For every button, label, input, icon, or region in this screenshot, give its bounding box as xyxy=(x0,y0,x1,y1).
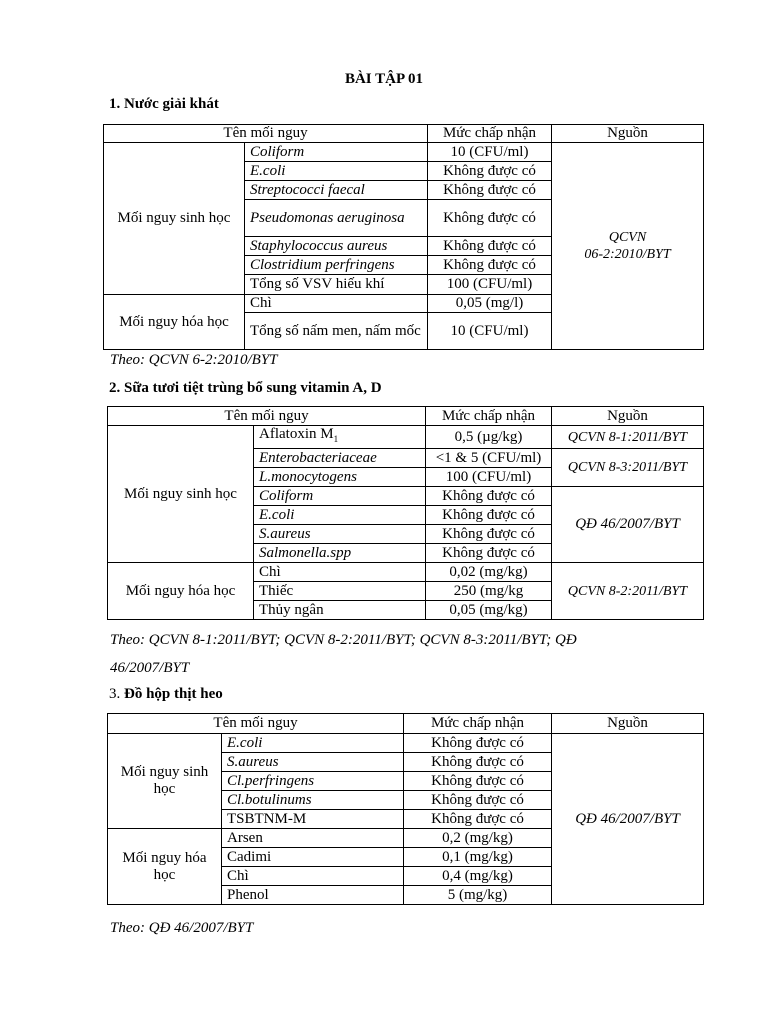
hazard-level: 0,1 (mg/kg) xyxy=(404,848,552,867)
section-2-note-line-2: 46/2007/BYT xyxy=(110,660,190,676)
hazard-name: Chì xyxy=(254,563,426,582)
header-hazard: Tên mối nguy xyxy=(108,407,426,426)
source-cell: QĐ 46/2007/BYT xyxy=(552,734,704,905)
hazard-level: Không được có xyxy=(426,506,552,525)
hazard-level: 100 (CFU/ml) xyxy=(426,468,552,487)
hazard-level: Không được có xyxy=(428,162,552,181)
section-3-table xyxy=(107,713,704,905)
hazard-name: Salmonella.spp xyxy=(254,544,426,563)
hazard-name: S.aureus xyxy=(222,753,404,772)
hazard-level: 10 (CFU/ml) xyxy=(428,143,552,162)
header-source: Nguồn xyxy=(552,125,704,143)
hazard-level: Không được có xyxy=(404,734,552,753)
header-level: Mức chấp nhận xyxy=(426,407,552,426)
section-3-heading xyxy=(109,686,223,703)
section-2-heading: 2. Sữa tươi tiệt trùng bổ sung vitamin A, D xyxy=(109,380,382,396)
hazard-name: Phenol xyxy=(222,886,404,905)
group-bio: Mối nguy sinh học xyxy=(108,426,254,563)
hazard-name: Staphylococcus aureus xyxy=(245,237,428,256)
hazard-name: S.aureus xyxy=(254,525,426,544)
hazard-level: Không được có xyxy=(404,753,552,772)
header-level: Mức chấp nhận xyxy=(404,714,552,734)
hazard-level: 0,02 (mg/kg) xyxy=(426,563,552,582)
source-cell xyxy=(552,143,704,350)
hazard-name: Chì xyxy=(222,867,404,886)
header-source: Nguồn xyxy=(552,407,704,426)
hazard-name: Tổng số nấm men, nấm mốc xyxy=(245,313,428,350)
hazard-name: Thủy ngân xyxy=(254,601,426,620)
group-bio: Mối nguy sinh học xyxy=(108,734,222,829)
hazard-level: Không được có xyxy=(426,544,552,563)
hazard-name: Enterobacteriaceae xyxy=(254,449,426,468)
hazard-level: 0,05 (mg/l) xyxy=(428,295,552,313)
hazard-name: Pseudomonas aeruginosa xyxy=(245,200,428,237)
group-chem: Mối nguy hóa học xyxy=(108,563,254,620)
hazard-level: 100 (CFU/ml) xyxy=(428,275,552,295)
header-level: Mức chấp nhận xyxy=(428,125,552,143)
hazard-level: 5 (mg/kg) xyxy=(404,886,552,905)
hazard-level: Không được có xyxy=(404,772,552,791)
hazard-name: E.coli xyxy=(254,506,426,525)
hazard-level: Không được có xyxy=(428,181,552,200)
hazard-level: Không được có xyxy=(404,810,552,829)
hazard-name: Tổng số VSV hiếu khí xyxy=(245,275,428,295)
hazard-level: 0,4 (mg/kg) xyxy=(404,867,552,886)
header-source: Nguồn xyxy=(552,714,704,734)
aflatoxin-subscript: 1 xyxy=(333,434,339,444)
hazard-name: Coliform xyxy=(245,143,428,162)
source-cell: QĐ 46/2007/BYT xyxy=(552,487,704,563)
hazard-level: 0,5 (µg/kg) xyxy=(426,426,552,449)
section-1-heading: 1. Nước giải khát xyxy=(109,96,219,112)
section-2-note-line-1: Theo: QCVN 8-1:2011/BYT; QCVN 8-2:2011/BYT; QCVN 8-3:2011/BYT; QĐ xyxy=(110,632,577,648)
section-3-title: Đồ hộp thịt heo xyxy=(124,686,223,702)
section-2-table xyxy=(107,406,704,620)
source-cell: QCVN 8-3:2011/BYT xyxy=(552,449,704,487)
source-cell: QCVN 8-1:2011/BYT xyxy=(552,426,704,449)
header-hazard: Tên mối nguy xyxy=(104,125,428,143)
hazard-level: 0,05 (mg/kg) xyxy=(426,601,552,620)
hazard-name: Chì xyxy=(245,295,428,313)
hazard-name: Arsen xyxy=(222,829,404,848)
source-cell: QCVN 8-2:2011/BYT xyxy=(552,563,704,620)
source-line: QCVN xyxy=(608,230,647,245)
hazard-level: Không được có xyxy=(426,525,552,544)
hazard-name: Cl.botulinums xyxy=(222,791,404,810)
hazard-name: Cl.perfringens xyxy=(222,772,404,791)
section-1-note: Theo: QCVN 6-2:2010/BYT xyxy=(110,352,278,368)
hazard-name: E.coli xyxy=(245,162,428,181)
hazard-level: Không được có xyxy=(428,237,552,256)
hazard-name: Coliform xyxy=(254,487,426,506)
hazard-name: E.coli xyxy=(222,734,404,753)
section-3-number: 3. xyxy=(109,686,121,702)
hazard-name: Cadimi xyxy=(222,848,404,867)
hazard-level: 0,2 (mg/kg) xyxy=(404,829,552,848)
hazard-level: 10 (CFU/ml) xyxy=(428,313,552,350)
group-chem: Mối nguy hóa học xyxy=(104,295,245,350)
hazard-level: Không được có xyxy=(426,487,552,506)
header-hazard: Tên mối nguy xyxy=(108,714,404,734)
hazard-name: Clostridium perfringens xyxy=(245,256,428,275)
source-line: 06-2:2010/BYT xyxy=(584,247,671,262)
group-bio: Mối nguy sinh học xyxy=(104,143,245,295)
page-title: BÀI TẬP 01 xyxy=(344,71,424,87)
section-3-note: Theo: QĐ 46/2007/BYT xyxy=(110,920,254,936)
hazard-level: <1 & 5 (CFU/ml) xyxy=(426,449,552,468)
hazard-name: Thiếc xyxy=(254,582,426,601)
hazard-name: Streptococci faecal xyxy=(245,181,428,200)
hazard-level: Không được có xyxy=(428,256,552,275)
hazard-name xyxy=(254,426,426,449)
hazard-name: L.monocytogens xyxy=(254,468,426,487)
hazard-level: 250 (mg/kg xyxy=(426,582,552,601)
hazard-name: TSBTNM-M xyxy=(222,810,404,829)
group-chem: Mối nguy hóa học xyxy=(108,829,222,905)
aflatoxin-label: Aflatoxin M xyxy=(259,426,334,442)
section-1-table xyxy=(103,124,704,350)
hazard-level: Không được có xyxy=(404,791,552,810)
hazard-level: Không được có xyxy=(428,200,552,237)
